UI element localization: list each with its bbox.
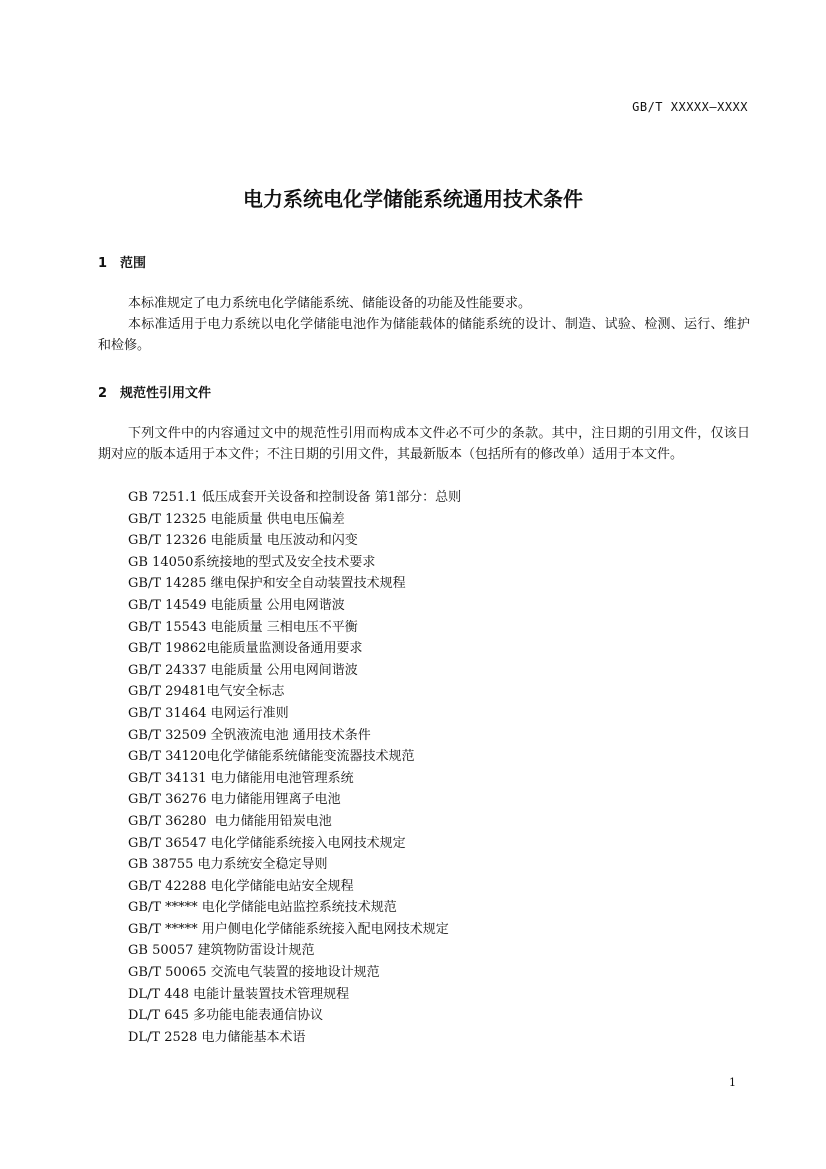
reference-item: GB/T 42288 电化学储能电站安全规程 bbox=[128, 878, 354, 894]
reference-item: GB/T 34131 电力储能用电池管理系统 bbox=[128, 770, 354, 786]
reference-item: GB/T 31464 电网运行准则 bbox=[128, 705, 289, 721]
reference-item: GB/T 19862电能质量监测设备通用要求 bbox=[128, 641, 363, 657]
document-title: 电力系统电化学储能系统通用技术条件 bbox=[243, 187, 583, 211]
reference-item: GB/T 14285 继电保护和安全自动装置技术规程 bbox=[128, 576, 406, 592]
section-2-paragraph-1: 下列文件中的内容通过文中的规范性引用而构成本文件必不可少的条款。其中，注日期的引用文件，仅该日期对应的版本适用于本文件；不注日期的引用文件，其最新版本（包括所有的修改单）适用于本文件。 bbox=[98, 426, 750, 462]
reference-item: DL/T 645 多功能电能表通信协议 bbox=[128, 1008, 324, 1024]
reference-item: GB/T 12325 电能质量 供电电压偏差 bbox=[128, 511, 345, 527]
reference-item: DL/T 448 电能计量装置技术管理规程 bbox=[128, 986, 350, 1002]
reference-item: GB 14050系统接地的型式及安全技术要求 bbox=[128, 554, 376, 570]
header-standard-code: GB/T XXXXX—XXXX bbox=[632, 100, 748, 114]
reference-item: GB/T ***** 电化学储能电站监控系统技术规范 bbox=[128, 900, 397, 916]
reference-item: GB/T 36280 电力储能用铅炭电池 bbox=[128, 813, 332, 829]
reference-item: GB/T 36547 电化学储能系统接入电网技术规定 bbox=[128, 835, 406, 851]
page-number: 1 bbox=[729, 1076, 736, 1089]
reference-item: GB/T 24337 电能质量 公用电网间谐波 bbox=[128, 662, 358, 678]
reference-item: DL/T 2528 电力储能基本术语 bbox=[128, 1029, 306, 1045]
reference-item: GB 7251.1 低压成套开关设备和控制设备 第1部分：总则 bbox=[128, 490, 462, 505]
normative-references-list bbox=[128, 487, 461, 1048]
section-2-number: 2 bbox=[98, 386, 108, 401]
reference-item: GB/T 12326 电能质量 电压波动和闪变 bbox=[128, 533, 358, 549]
section-1-heading bbox=[98, 252, 146, 271]
reference-item: GB/T 36276 电力储能用锂离子电池 bbox=[128, 792, 341, 808]
reference-item: GB/T 32509 全钒液流电池 通用技术条件 bbox=[128, 727, 371, 743]
reference-item: GB/T ***** 用户侧电化学储能系统接入配电网技术规定 bbox=[128, 921, 449, 937]
reference-item: GB/T 29481电气安全标志 bbox=[128, 684, 285, 700]
section-1-paragraph-2: 本标准适用于电力系统以电化学储能电池作为储能载体的储能系统的设计、制造、试验、检测、运行、维护和检修。 bbox=[98, 317, 750, 353]
section-1-paragraph-1: 本标准规定了电力系统电化学储能系统、储能设备的功能及性能要求。 bbox=[128, 296, 532, 311]
section-1-number: 1 bbox=[98, 256, 108, 271]
section-1-title: 范围 bbox=[120, 256, 147, 271]
reference-item: GB/T 15543 电能质量 三相电压不平衡 bbox=[128, 619, 358, 635]
reference-item: GB 38755 电力系统安全稳定导则 bbox=[128, 857, 328, 873]
section-2-title: 规范性引用文件 bbox=[120, 386, 212, 401]
reference-item: GB/T 34120电化学储能系统储能变流器技术规范 bbox=[128, 749, 415, 765]
reference-item: GB/T 14549 电能质量 公用电网谐波 bbox=[128, 597, 345, 613]
section-2-heading bbox=[98, 382, 211, 401]
reference-item: GB 50057 建筑物防雷设计规范 bbox=[128, 943, 315, 959]
reference-item: GB/T 50065 交流电气装置的接地设计规范 bbox=[128, 965, 380, 981]
